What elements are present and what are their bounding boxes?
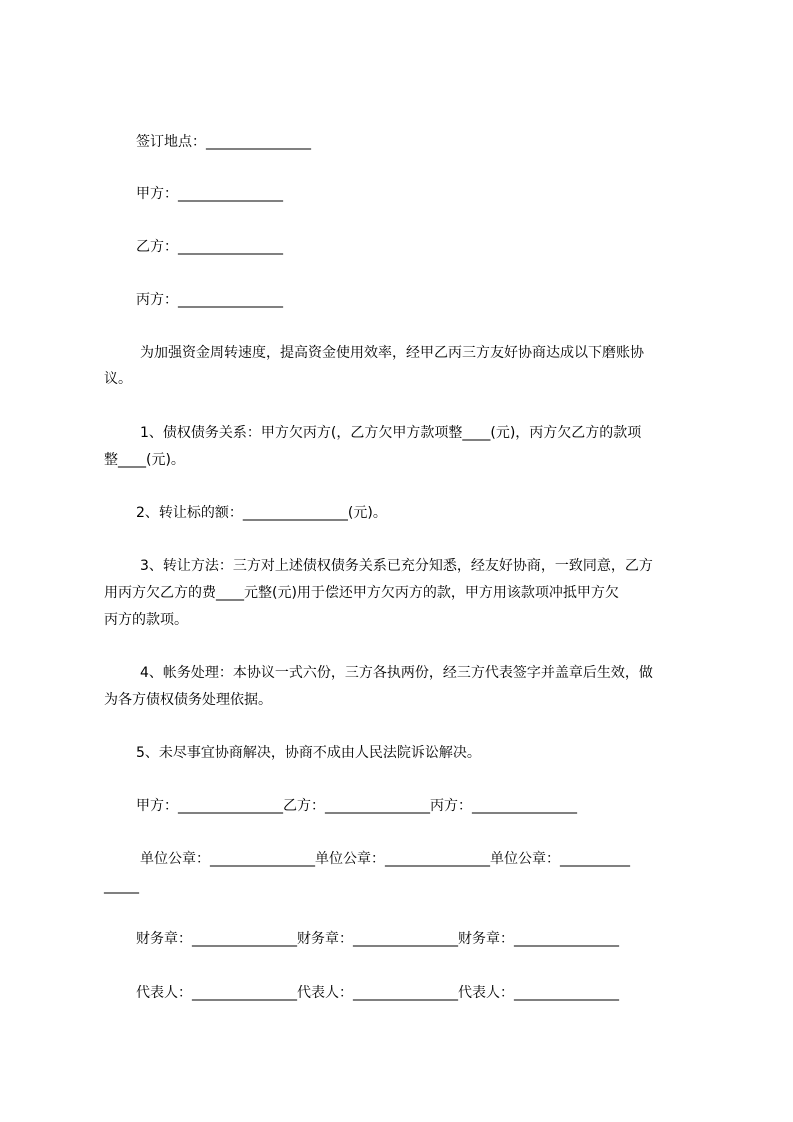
signature-representative-row: 代表人：_______________代表人：_______________代表人：_______________ (136, 985, 619, 1001)
signature-seal-row-line-2: _____ (104, 878, 139, 894)
party-b-field: 乙方：_______________ (136, 239, 283, 255)
sign-place-field: 签订地点：_______________ (136, 134, 311, 150)
party-c-field: 丙方：_______________ (136, 292, 283, 308)
intro-paragraph-line-1: 为加强资金周转速度，提高资金使用效率，经甲乙丙三方友好协商达成以下磨账协 (140, 345, 644, 361)
clause-3-line-2: 用丙方欠乙方的费____元整(元)用于偿还甲方欠丙方的款，甲方用该款项冲抵甲方欠 (104, 585, 619, 601)
intro-paragraph-line-2: 议。 (104, 371, 132, 387)
clause-2: 2、转让标的额：_______________(元)。 (136, 505, 387, 521)
clause-4-line-1: 4、帐务处理：本协议一式六份，三方各执两份，经三方代表签字并盖章后生效，做 (140, 665, 653, 681)
signature-seal-row-line-1: 单位公章：_______________单位公章：_______________单位公章：__________ (140, 851, 630, 867)
clause-3-line-3: 丙方的款项。 (104, 612, 188, 628)
party-a-field: 甲方：_______________ (136, 186, 283, 202)
clause-1-line-1: 1、债权债务关系：甲方欠丙方(，乙方欠甲方款项整____(元)，丙方欠乙方的款项 (140, 425, 642, 441)
signature-parties-row: 甲方：_______________乙方：_______________丙方：_______________ (136, 798, 577, 814)
clause-5: 5、未尽事宜协商解决，协商不成由人民法院诉讼解决。 (136, 745, 481, 761)
clause-1-line-2: 整____(元)。 (104, 452, 185, 468)
signature-finance-seal-row: 财务章：_______________财务章：_______________财务章：_______________ (136, 931, 619, 947)
clause-4-line-2: 为各方债权债务处理依据。 (104, 692, 272, 708)
clause-3-line-1: 3、转让方法：三方对上述债权债务关系已充分知悉，经友好协商，一致同意，乙方 (140, 558, 653, 574)
